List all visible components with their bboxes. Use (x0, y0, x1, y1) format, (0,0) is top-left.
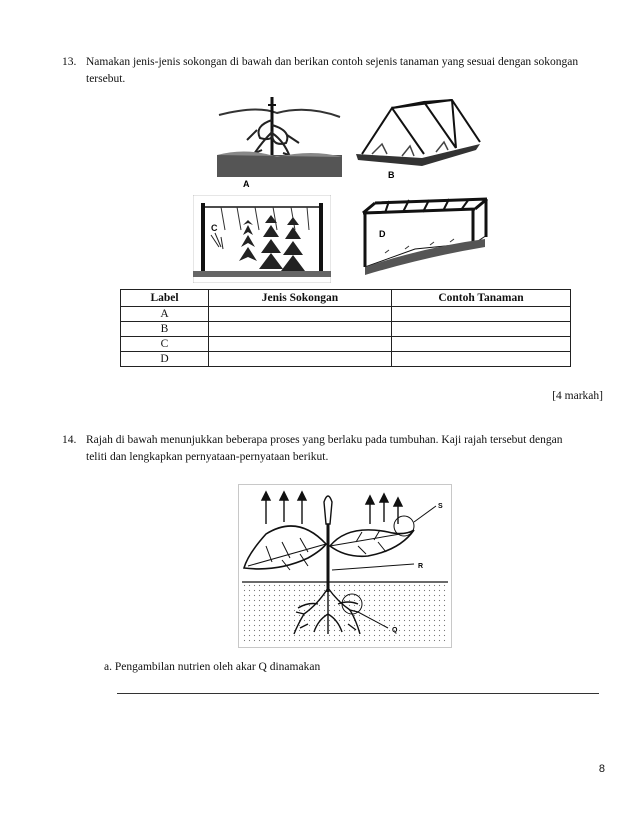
question-number: 13. (62, 56, 77, 68)
answer-cell[interactable] (392, 322, 571, 337)
table-row (121, 322, 571, 337)
support-table (120, 289, 571, 367)
question-14a-text: a. Pengambilan nutrien oleh akar Q dinamakan (104, 661, 321, 673)
answer-cell[interactable] (392, 337, 571, 352)
answer-cell[interactable] (209, 322, 392, 337)
answer-cell[interactable] (392, 352, 571, 367)
row-label: A (121, 307, 209, 322)
question-14 (62, 432, 582, 466)
figure-label-b: B (388, 170, 395, 180)
answer-cell[interactable] (209, 307, 392, 322)
answer-cell[interactable] (209, 352, 392, 367)
support-figure-a (217, 95, 342, 190)
question-number: 14. (62, 434, 77, 446)
column-header-plant-example: Contoh Tanaman (392, 290, 571, 307)
plant-process-diagram (238, 484, 452, 648)
figure-label-c: C (211, 223, 218, 233)
answer-cell[interactable] (209, 337, 392, 352)
figure-label-a: A (243, 179, 250, 189)
table-row (121, 352, 571, 367)
table-header-row (121, 290, 571, 307)
table-row (121, 337, 571, 352)
answer-cell[interactable] (392, 307, 571, 322)
row-label: B (121, 322, 209, 337)
support-figure-d (355, 187, 495, 279)
support-figure-c (193, 195, 331, 283)
marks-label: [4 markah] (552, 390, 603, 402)
row-label: D (121, 352, 209, 367)
plant-label-q: Q (392, 627, 398, 634)
figure-label-d: D (379, 229, 386, 239)
question-text: Rajah di bawah menunjukkan beberapa proses yang berlaku pada tumbuhan. Kaji rajah tersebut dengan teliti dan lengkapkan pernyataan-pernyataan berikut. (86, 434, 563, 463)
question-13 (62, 54, 582, 88)
column-header-label: Label (121, 290, 209, 307)
row-label: C (121, 337, 209, 352)
support-figure-b (352, 98, 484, 180)
question-text: Namakan jenis-jenis sokongan di bawah dan berikan contoh sejenis tanaman yang sesuai dengan sokongan tersebut. (86, 56, 579, 85)
answer-line[interactable] (117, 693, 599, 694)
table-row (121, 307, 571, 322)
plant-label-r: R (418, 563, 424, 570)
page-number: 8 (598, 763, 605, 775)
column-header-support-type: Jenis Sokongan (209, 290, 392, 307)
plant-label-s: S (438, 503, 443, 510)
